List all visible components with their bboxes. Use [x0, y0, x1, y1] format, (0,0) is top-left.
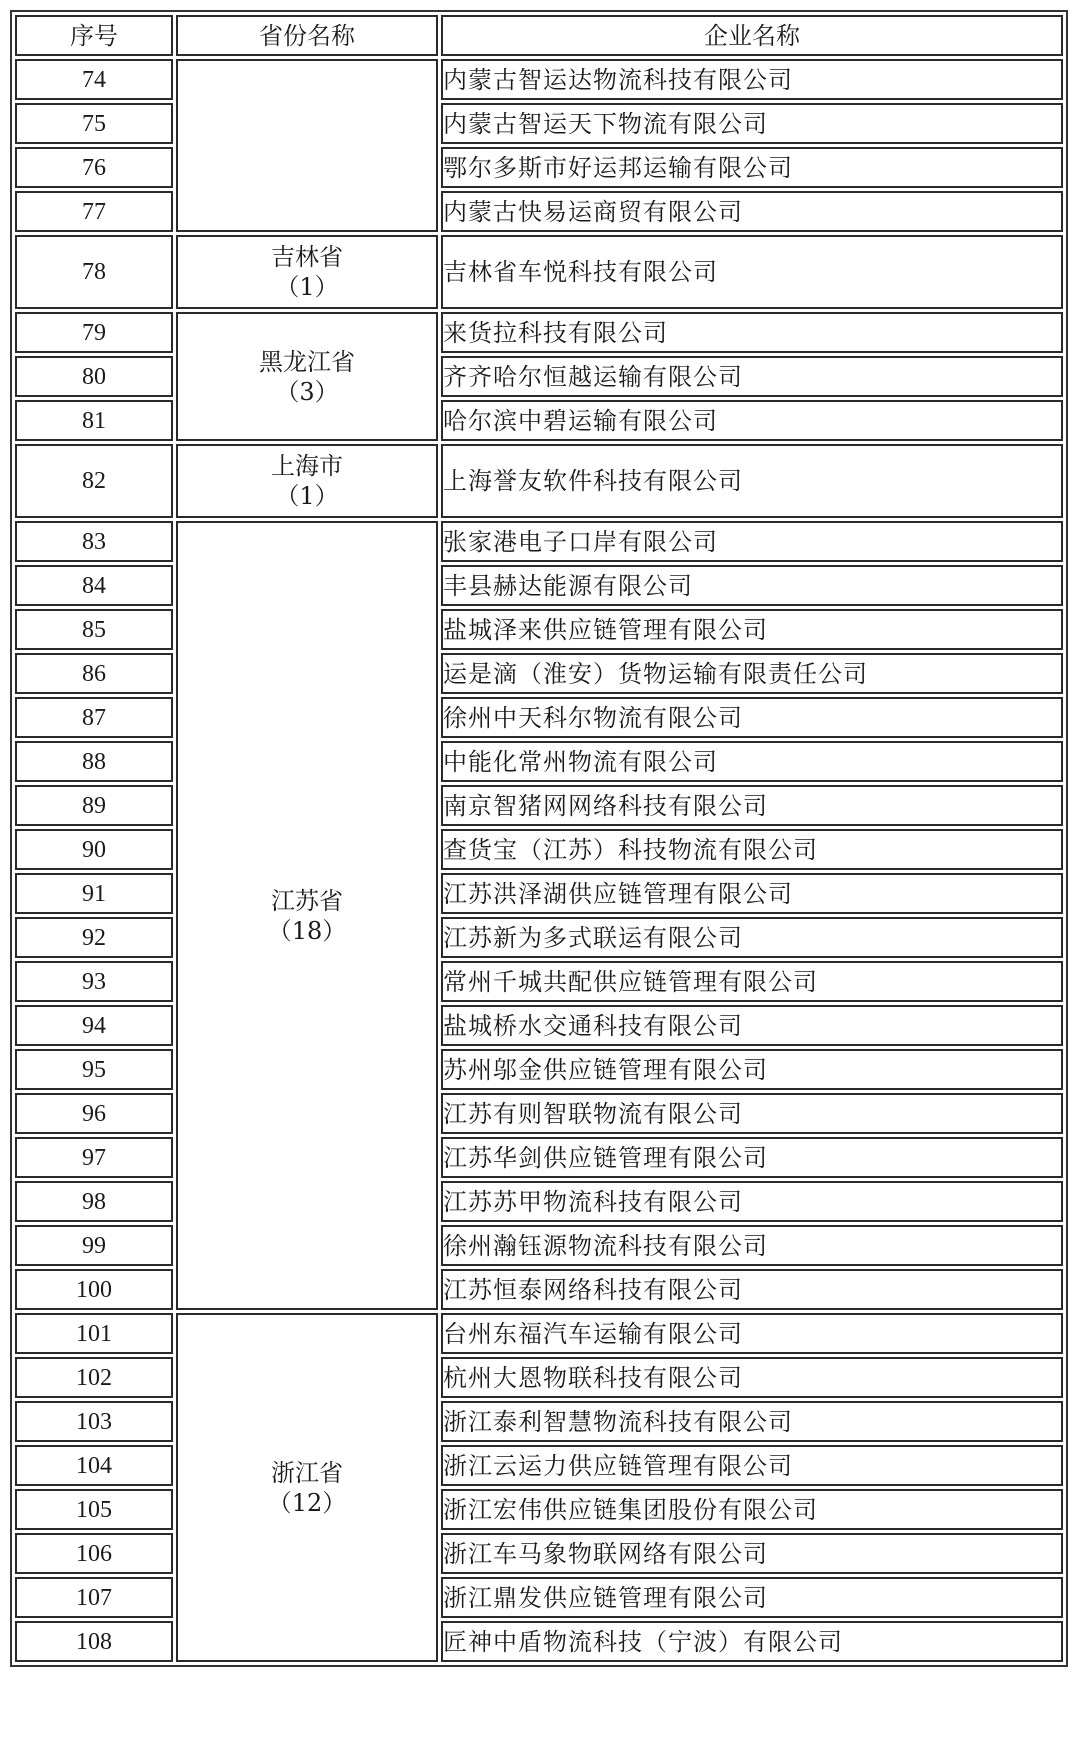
table-row	[15, 1005, 1063, 1046]
table-row	[15, 356, 1063, 397]
row-number: 99	[15, 1225, 173, 1266]
table-row	[15, 961, 1063, 1002]
company-name: 苏州邬金供应链管理有限公司	[441, 1049, 1063, 1090]
table-row	[15, 59, 1063, 100]
company-name: 运是滴（淮安）货物运输有限责任公司	[441, 653, 1063, 694]
table-row	[15, 521, 1063, 562]
company-name: 浙江泰利智慧物流科技有限公司	[441, 1401, 1063, 1442]
table-row	[15, 1049, 1063, 1090]
table-row	[15, 1577, 1063, 1618]
company-name: 吉林省车悦科技有限公司	[441, 235, 1063, 309]
row-number: 104	[15, 1445, 173, 1486]
table-row	[15, 312, 1063, 353]
table-row	[15, 191, 1063, 232]
province-count: （3）	[275, 377, 339, 406]
province-cell	[176, 1313, 438, 1662]
table-row	[15, 1269, 1063, 1310]
company-name: 江苏华剑供应链管理有限公司	[441, 1137, 1063, 1178]
row-number: 81	[15, 400, 173, 441]
row-number: 107	[15, 1577, 173, 1618]
table-row	[15, 829, 1063, 870]
row-number: 76	[15, 147, 173, 188]
table-row	[15, 147, 1063, 188]
province-name: 吉林省	[271, 243, 343, 271]
row-number: 79	[15, 312, 173, 353]
row-number: 105	[15, 1489, 173, 1530]
table-body	[15, 59, 1063, 1662]
table-row	[15, 741, 1063, 782]
company-name: 浙江宏伟供应链集团股份有限公司	[441, 1489, 1063, 1530]
table-row	[15, 1093, 1063, 1134]
company-name: 浙江车马象物联网络有限公司	[441, 1533, 1063, 1574]
company-name: 哈尔滨中碧运输有限公司	[441, 400, 1063, 441]
company-name: 匠神中盾物流科技（宁波）有限公司	[441, 1621, 1063, 1662]
company-name: 江苏有则智联物流有限公司	[441, 1093, 1063, 1134]
header-company: 企业名称	[441, 15, 1063, 56]
table-row	[15, 1137, 1063, 1178]
table-row	[15, 400, 1063, 441]
table-row	[15, 653, 1063, 694]
row-number: 102	[15, 1357, 173, 1398]
row-number: 77	[15, 191, 173, 232]
table-row	[15, 1181, 1063, 1222]
row-number: 75	[15, 103, 173, 144]
row-number: 103	[15, 1401, 173, 1442]
company-name: 浙江鼎发供应链管理有限公司	[441, 1577, 1063, 1618]
company-name: 内蒙古智运天下物流有限公司	[441, 103, 1063, 144]
province-count: （1）	[275, 273, 339, 301]
row-number: 108	[15, 1621, 173, 1662]
row-number: 92	[15, 917, 173, 958]
company-name: 来货拉科技有限公司	[441, 312, 1063, 353]
row-number: 97	[15, 1137, 173, 1178]
row-number: 101	[15, 1313, 173, 1354]
row-number: 85	[15, 609, 173, 650]
company-name: 常州千城共配供应链管理有限公司	[441, 961, 1063, 1002]
table-row	[15, 235, 1063, 309]
company-name: 中能化常州物流有限公司	[441, 741, 1063, 782]
row-number: 98	[15, 1181, 173, 1222]
table-row	[15, 697, 1063, 738]
province-name: 江苏省	[271, 886, 343, 915]
row-number: 74	[15, 59, 173, 100]
table-row	[15, 103, 1063, 144]
row-number: 84	[15, 565, 173, 606]
table-row	[15, 873, 1063, 914]
province-cell	[176, 521, 438, 1310]
company-name: 齐齐哈尔恒越运输有限公司	[441, 356, 1063, 397]
table-row	[15, 609, 1063, 650]
row-number: 93	[15, 961, 173, 1002]
company-name: 江苏苏甲物流科技有限公司	[441, 1181, 1063, 1222]
row-number: 86	[15, 653, 173, 694]
company-name: 查货宝（江苏）科技物流有限公司	[441, 829, 1063, 870]
company-name: 盐城桥水交通科技有限公司	[441, 1005, 1063, 1046]
company-name: 上海誉友软件科技有限公司	[441, 444, 1063, 518]
table-row	[15, 1225, 1063, 1266]
row-number: 89	[15, 785, 173, 826]
company-name: 杭州大恩物联科技有限公司	[441, 1357, 1063, 1398]
table-row	[15, 1533, 1063, 1574]
table-row	[15, 1621, 1063, 1662]
province-count: （12）	[267, 1488, 347, 1517]
row-number: 106	[15, 1533, 173, 1574]
province-name: 浙江省	[271, 1458, 343, 1487]
header-province: 省份名称	[176, 15, 438, 56]
row-number: 96	[15, 1093, 173, 1134]
company-name: 张家港电子口岸有限公司	[441, 521, 1063, 562]
company-name: 盐城泽来供应链管理有限公司	[441, 609, 1063, 650]
table-row	[15, 1313, 1063, 1354]
company-name: 南京智猪网网络科技有限公司	[441, 785, 1063, 826]
enterprise-table	[10, 10, 1068, 1667]
table-header-row	[15, 15, 1063, 56]
row-number: 80	[15, 356, 173, 397]
row-number: 91	[15, 873, 173, 914]
company-name: 台州东福汽车运输有限公司	[441, 1313, 1063, 1354]
table-row	[15, 917, 1063, 958]
row-number: 95	[15, 1049, 173, 1090]
company-name: 鄂尔多斯市好运邦运输有限公司	[441, 147, 1063, 188]
table-row	[15, 444, 1063, 518]
province-cell	[176, 312, 438, 441]
province-name: 黑龙江省	[259, 347, 355, 376]
row-number: 90	[15, 829, 173, 870]
table-row	[15, 785, 1063, 826]
row-number: 83	[15, 521, 173, 562]
company-name: 江苏洪泽湖供应链管理有限公司	[441, 873, 1063, 914]
company-name: 徐州中天科尔物流有限公司	[441, 697, 1063, 738]
province-cell	[176, 235, 438, 309]
table-row	[15, 1357, 1063, 1398]
province-cell	[176, 59, 438, 232]
company-name: 内蒙古智运达物流科技有限公司	[441, 59, 1063, 100]
province-name: 上海市	[271, 452, 343, 480]
row-number: 88	[15, 741, 173, 782]
company-name: 江苏新为多式联运有限公司	[441, 917, 1063, 958]
table-row	[15, 565, 1063, 606]
province-cell	[176, 444, 438, 518]
enterprise-list	[10, 10, 1068, 1667]
table-row	[15, 1401, 1063, 1442]
province-count: （1）	[275, 482, 339, 510]
company-name: 丰县赫达能源有限公司	[441, 565, 1063, 606]
row-number: 78	[15, 235, 173, 309]
row-number: 100	[15, 1269, 173, 1310]
company-name: 内蒙古快易运商贸有限公司	[441, 191, 1063, 232]
header-no: 序号	[15, 15, 173, 56]
company-name: 徐州瀚钰源物流科技有限公司	[441, 1225, 1063, 1266]
row-number: 87	[15, 697, 173, 738]
table-row	[15, 1489, 1063, 1530]
province-count: （18）	[267, 916, 347, 945]
table-row	[15, 1445, 1063, 1486]
company-name: 浙江云运力供应链管理有限公司	[441, 1445, 1063, 1486]
row-number: 82	[15, 444, 173, 518]
company-name: 江苏恒泰网络科技有限公司	[441, 1269, 1063, 1310]
row-number: 94	[15, 1005, 173, 1046]
